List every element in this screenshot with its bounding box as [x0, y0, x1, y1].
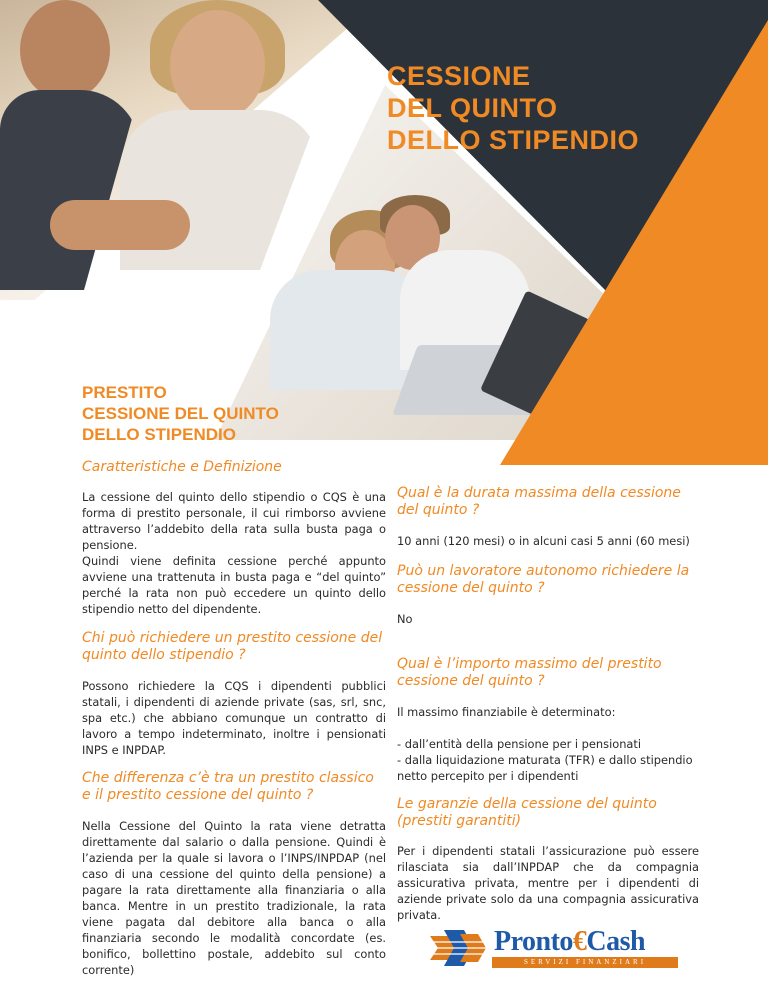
- paragraph: Il massimo finanziabile è determinato:: [397, 705, 616, 719]
- section-body: [397, 611, 699, 627]
- paragraph: 10 anni (120 mesi) o in alcuni casi 5 anni (60 mesi): [397, 534, 690, 548]
- man-face: [20, 0, 110, 100]
- logo-mark-icon: [430, 930, 492, 966]
- paragraph: La cessione del quinto dello stipendio o CQS è una forma di prestito personale, il cui rimborso avviene attraverso l’addebito della rata sulla busta paga o pensione.: [82, 490, 386, 552]
- section-body: [82, 678, 386, 758]
- woman-face: [170, 10, 265, 120]
- banner-title-line: CESSIONE: [387, 61, 531, 91]
- section-body: [397, 533, 699, 549]
- list-item: - dalla liquidazione maturata (TFR) e dallo stipendio netto percepito per i dipendenti: [397, 753, 693, 783]
- paragraph: Nella Cessione del Quinto la rata viene detratta direttamente dal salario o dalla pensione. Quindi è l’azienda per la quale si lavora o l’INPS/INPDAP (nel caso di una cessione del quinto della pensione) a pagare la rata direttamente alla finanziaria o alla banca. Mentre in un prestito tradizionale, la rata viene pagata dal debitore alla banca o alla finanziaria secondo le modalità concordate (es. bonifico, bollettino postale, addebito sul conto corrente): [82, 819, 386, 977]
- logo-word: Pronto: [494, 926, 573, 957]
- headline-line: DELLO STIPENDIO: [82, 425, 236, 444]
- banner-title: [387, 60, 639, 156]
- section-body: [82, 818, 386, 978]
- section-title: Può un lavoratore autonomo richiedere la cessione del quinto ?: [397, 563, 690, 596]
- logo-word: Cash: [586, 926, 646, 957]
- paragraph: No: [397, 612, 413, 626]
- section-body: [397, 704, 699, 784]
- section-title: Le garanzie della cessione del quinto (prestiti garantiti): [397, 796, 657, 829]
- section-body: [82, 489, 386, 617]
- section-title: Chi può richiedere un prestito cessione del quinto dello stipendio ?: [82, 630, 383, 663]
- section-title: Qual è la durata massima della cessione del quinto ?: [397, 485, 681, 518]
- paragraph: Quindi viene definita cessione perché appunto avviene una trattenuta in busta paga e “del quinto” perché la rata non può eccedere un quinto dello stipendio netto del dipendente.: [82, 554, 386, 616]
- headline-line: PRESTITO: [82, 383, 167, 402]
- logo-wordmark: Pronto€Cash: [494, 926, 646, 957]
- paragraph: Per i dipendenti statali l’assicurazione può essere rilasciata sia dall’INPDAP che da compagnia assicurativa privata, mentre per i dipendenti di aziende private solo da una compagnia assicurativa privata.: [397, 844, 699, 922]
- banner-title-line: DEL QUINTO: [387, 93, 558, 123]
- section-title: Qual è l’importo massimo del prestito cessione del quinto ?: [397, 656, 662, 689]
- paragraph: Possono richiedere la CQS i dipendenti pubblici statali, i dipendenti di aziende private (sas, srl, snc, spa etc.) che abbiano comunque un contratto di lavoro a tempo indeterminato, inoltre i pensionati INPS e INPDAP.: [82, 679, 386, 757]
- list-item: - dall’entità della pensione per i pensionati: [397, 737, 642, 751]
- page-headline: [82, 382, 279, 445]
- headline-line: CESSIONE DEL QUINTO: [82, 404, 279, 423]
- logo-tagline: SERVIZI FINANZIARI: [492, 957, 678, 968]
- section-title: Che differenza c’è tra un prestito classico e il prestito cessione del quinto ?: [82, 770, 374, 803]
- banner-title-line: DELLO STIPENDIO: [387, 125, 640, 155]
- section-title: Caratteristiche e Definizione: [82, 459, 282, 475]
- prontocash-logo: [430, 928, 680, 968]
- section-body: [397, 843, 699, 923]
- handshake: [50, 200, 190, 250]
